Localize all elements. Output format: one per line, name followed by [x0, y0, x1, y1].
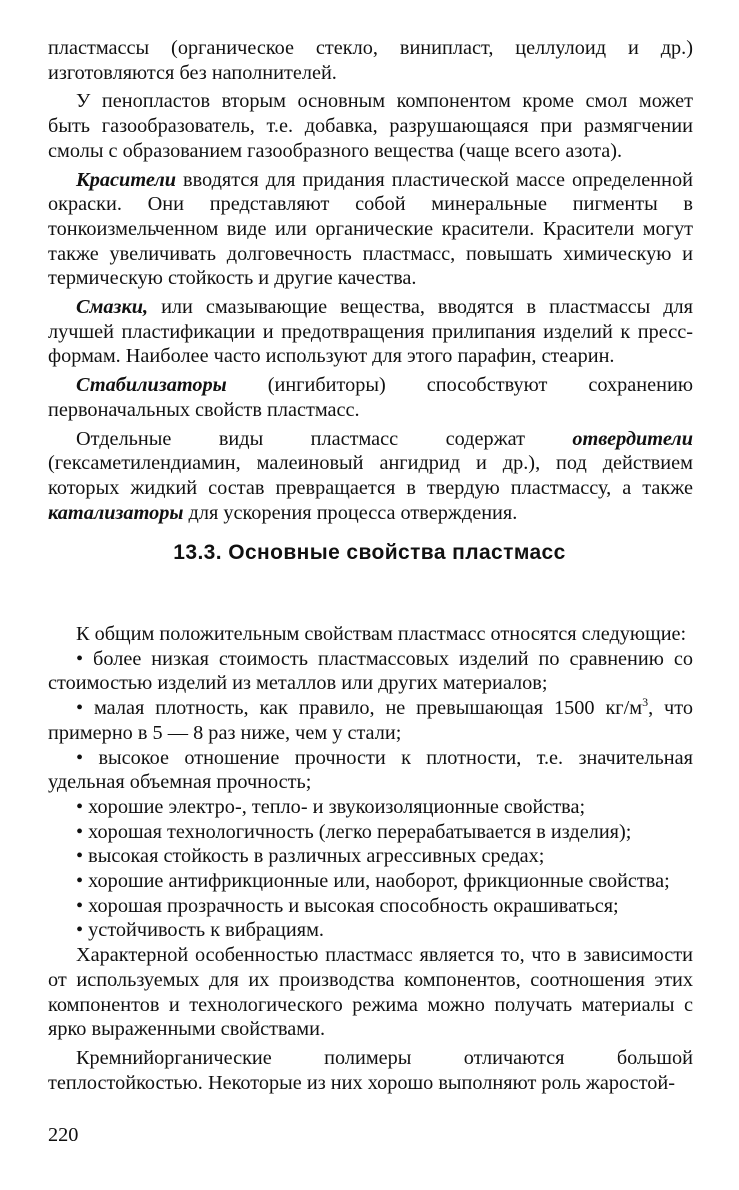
paragraph-dyes-text: вводятся для придания пластической массе определенной окраски. Они представляют собой минеральные пигменты в тонкоизмельченном виде или органические красители. Красители могут также увеличивать долговечность пластмасс, повышать химическую и термическую стойкость и другие качества.: [48, 168, 693, 290]
term-dyes: Красители: [76, 168, 177, 191]
list-item: • хорошая прозрачность и высокая способность окрашиваться;: [76, 894, 619, 917]
term-stabilizers: Стабилизаторы: [76, 374, 227, 397]
page-body-top: [48, 36, 693, 525]
section-heading: 13.3. Основные свойства пластмасс: [173, 541, 566, 564]
section-body: [48, 622, 693, 1095]
list-item: • высокое отношение прочности к плотности, т.е. значительная удельная объемная прочность;: [48, 746, 693, 794]
page-number: 220: [48, 1124, 79, 1146]
list-item: • устойчивость к вибрациям.: [76, 919, 324, 942]
paragraph-foam-plastics: У пенопластов вторым основным компонентом кроме смол может быть газообразователь, т.е. добавка, разрушающаяся при размягчении смолы с образованием газообразного вещества (чаще всего азота).: [48, 90, 693, 162]
list-item-density-text: • малая плотность, как правило, не превышающая 1500 кг/м: [76, 697, 643, 720]
list-item: • хорошие электро-, тепло- и звукоизоляционные свойства;: [76, 795, 586, 818]
paragraph-hardeners-text-3: для ускорения процесса отверждения.: [183, 501, 518, 524]
section-intro: К общим положительным свойствам пластмасс относятся следующие:: [76, 623, 687, 645]
term-hardeners: отвердители: [572, 427, 693, 450]
paragraph-hardeners-text-1: Отдельные виды пластмасс содержат: [76, 427, 573, 450]
paragraph-organosilicon-polymers: Кремнийорганические полимеры отличаются большой теплостойкостью. Некоторые из них хорошо выполняют роль жаростой-: [48, 1046, 693, 1094]
term-lubricants: Смазки,: [76, 296, 149, 319]
paragraph-dyes: [48, 168, 693, 292]
paragraph-stabilizers: [48, 373, 693, 422]
paragraph-lubricants-text: или смазывающие вещества, вводятся в пластмассы для лучшей пластификации и предотвращения прилипания изделий к пресс-формам. Наиболее часто используют для этого парафин, стеарин.: [48, 296, 693, 368]
list-item: [48, 696, 693, 745]
list-item: • хорошая технологичность (легко перерабатывается в изделия);: [76, 820, 632, 843]
list-item: • более низкая стоимость пластмассовых изделий по сравнению со стоимостью изделий из металлов или других материалов;: [48, 647, 693, 695]
list-item: • хорошие антифрикционные или, наоборот, фрикционные свойства;: [76, 870, 670, 893]
list-item: • высокая стойкость в различных агрессивных средах;: [76, 845, 545, 868]
superscript-cubed: 3: [642, 695, 649, 710]
list-item-density-tail: , что примерно в 5 — 8 раз ниже, чем у стали;: [48, 697, 693, 744]
paragraph-plastics-no-fillers: пластмассы (органическое стекло, винипласт, целлулоид и др.) изготовляются без наполнителей.: [48, 37, 693, 84]
paragraph-lubricants: [48, 295, 693, 369]
paragraph-hardeners: [48, 427, 693, 526]
paragraph-characteristic-feature: Характерной особенностью пластмасс является то, что в зависимости от используемых для их производства компонентов, соотношения этих компонентов и технологического режима можно получать материалы с ярко выраженными свойствами.: [48, 944, 693, 1041]
paragraph-hardeners-text-2: (гексаметилендиамин, малеиновый ангидрид и др.), под действием которых жидкий состав превращается в твердую пластмассу, а также: [48, 452, 693, 499]
paragraph-stabilizers-text: (ингибиторы) способствуют сохранению первоначальных свойств пластмасс.: [48, 374, 693, 421]
term-catalysts: катализаторы: [48, 501, 184, 524]
